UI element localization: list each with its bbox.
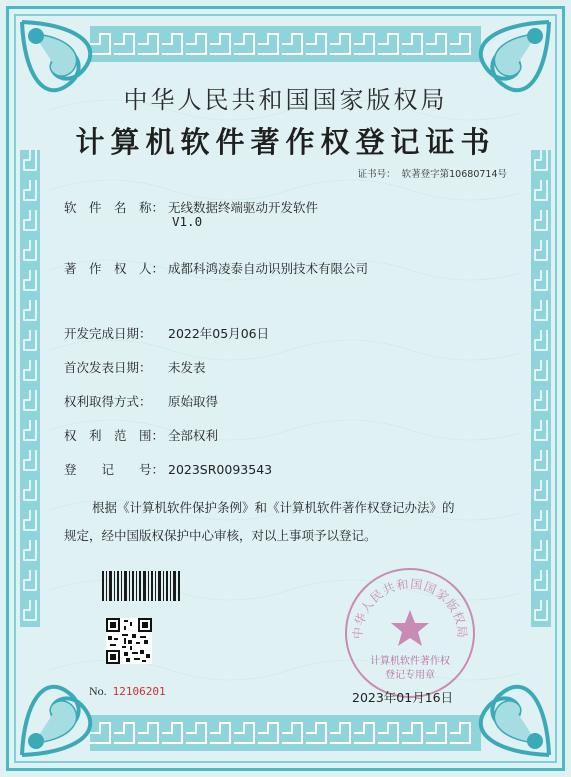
qr-code [106, 618, 152, 664]
serial-number-value: 12106201 [112, 685, 166, 698]
certificate-number-label: 证书号： [357, 169, 396, 180]
rights-scope-value: 全部权利 [168, 428, 219, 443]
seal-text-line-1: 计算机软件著作权 [370, 656, 450, 667]
corner-ornament-top-right [437, 14, 557, 134]
acquire-method-value: 原始取得 [168, 394, 219, 409]
certificate-title: 计算机软件著作权登记证书 [75, 125, 496, 159]
seal-star-icon [390, 608, 430, 648]
publish-date-value: 未发表 [168, 360, 206, 375]
greek-key-band-bottom [90, 705, 481, 761]
greek-key-band-top [90, 16, 481, 72]
official-seal [345, 568, 475, 698]
svg-text:中华人民共和国国家版权局: 中华人民共和国国家版权局 [350, 576, 470, 640]
completion-date-label: 开发完成日期： [64, 326, 152, 341]
field-registration-number [64, 460, 272, 478]
field-rights-scope [64, 426, 218, 444]
registration-number-label: 登 记 号： [64, 462, 165, 477]
certificate-number-value: 软著登字第10680714号 [401, 169, 507, 180]
field-publish-date [64, 358, 206, 376]
corner-ornament-top-left [14, 14, 134, 134]
publish-date-label: 首次发表日期： [64, 360, 152, 375]
software-name-label: 软 件 名 称： [64, 200, 165, 215]
certificate-number [352, 166, 507, 180]
software-name-value: 无线数据终端驱动开发软件 [168, 200, 319, 215]
issuer-title: 中华人民共和国国家版权局 [123, 86, 448, 114]
acquire-method-label: 权利取得方式： [64, 394, 152, 409]
barcode [102, 571, 180, 601]
owner-label: 著 作 权 人： [64, 261, 165, 276]
greek-key-band-right [527, 150, 555, 627]
seal-text-line-2: 登记专用章 [385, 670, 435, 681]
field-owner [64, 259, 368, 277]
owner-value: 成都科鸿凌泰自动识别技术有限公司 [168, 261, 369, 276]
serial-number [89, 684, 166, 699]
field-completion-date [64, 324, 269, 342]
software-version: V1.0 [172, 214, 203, 229]
registration-number-value: 2023SR0093543 [168, 462, 273, 477]
field-acquire-method [64, 392, 218, 410]
issue-date: 2023年01月16日 [352, 690, 454, 705]
statement-paragraph [64, 494, 514, 550]
completion-date-value: 2022年05月06日 [168, 326, 270, 341]
rights-scope-label: 权 利 范 围： [64, 428, 165, 443]
serial-number-label: No. [89, 684, 107, 698]
statement-line-1: 根据《计算机软件保护条例》和《计算机软件著作权登记办法》的 [92, 500, 455, 515]
statement-line-2: 规定，经中国版权保护中心审核，对以上事项予以登记。 [64, 528, 377, 543]
greek-key-band-left [16, 150, 44, 627]
